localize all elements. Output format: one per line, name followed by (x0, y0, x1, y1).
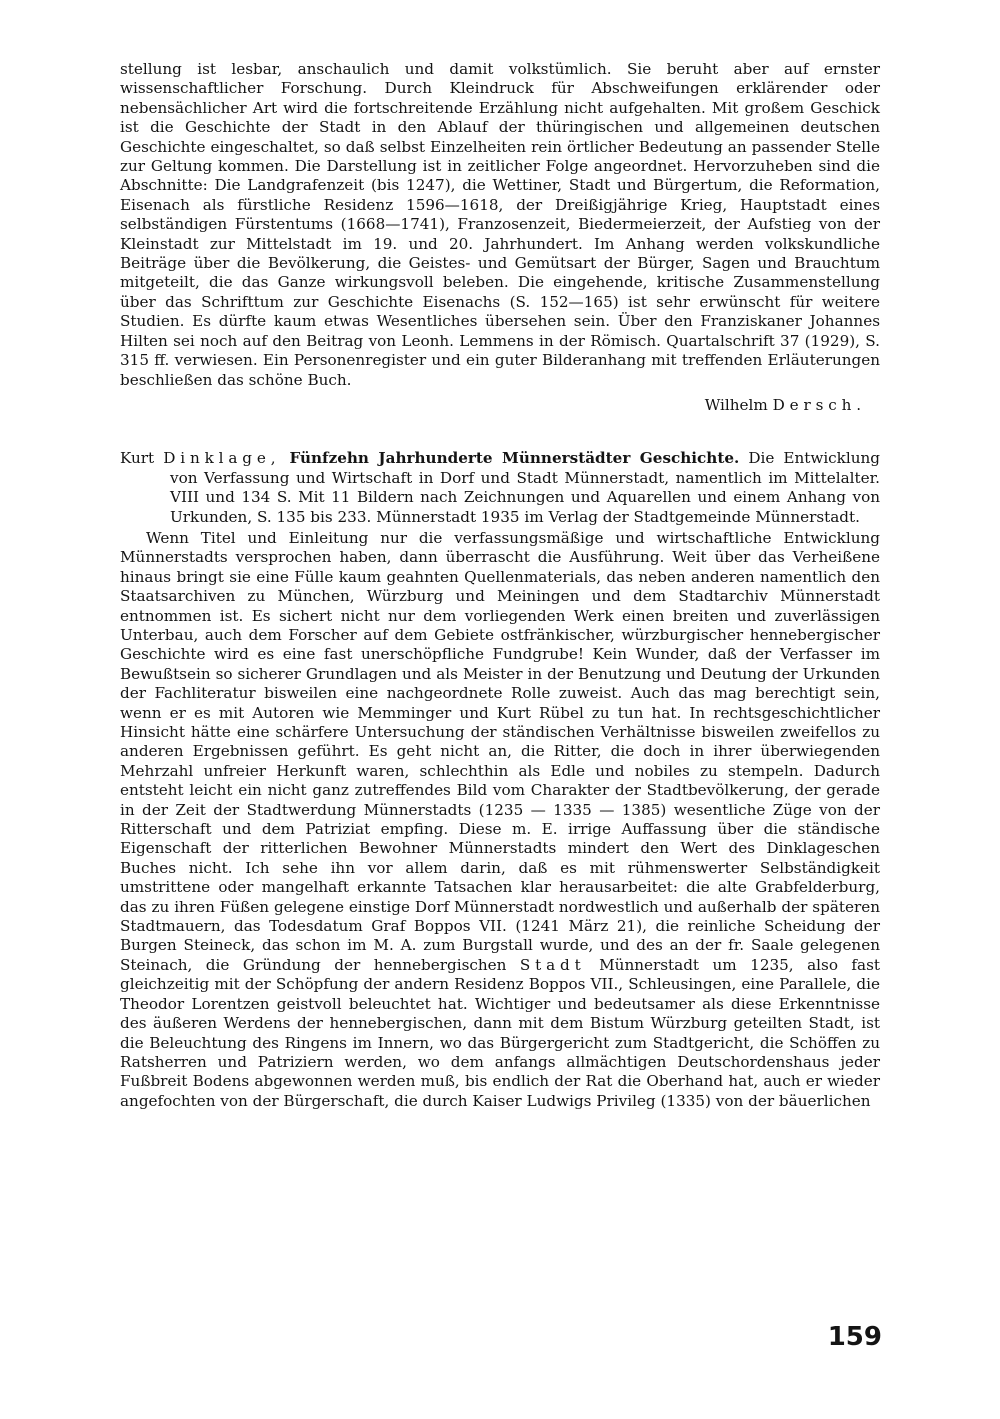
review-text-part-1: Wenn Titel und Einleitung nur die verfassungsmäßige und wirtschaftliche Entwicklung Münnerstadts versprochen haben, dann überrascht die Ausführung. Weit über das Verheißene hinaus bringt sie eine Fülle kaum geahnten Quellenmaterials, das neben anderen namentlich den Staatsarchiven zu München, Würzburg und Meiningen und dem Stadtarchiv Münnerstadt entnommen ist. Es sichert nicht nur dem vorliegenden Werk einen breiten und zuverlässigen Unterbau, auch dem Forscher auf dem Gebiete ostfränkischer, würzburgischer hennebergischer Geschichte wird es eine fast unerschöpfliche Fundgrube! Kein Wunder, daß der Verfasser im Bewußtsein so sicherer Grundlagen und als Meister in der Benutzung und Deutung der Urkunden der Fachliteratur bisweilen eine nachgeordnete Rolle zuweist. Auch das mag berechtigt sein, wenn er es mit Autoren wie Memminger und Kurt Rübel zu tun hat. In rechtsgeschichtlicher Hinsicht hätte eine schärfere Untersuchung der ständischen Verhältnisse bisweilen zweifellos zu anderen Ergebnissen geführt. Es geht nicht an, die Ritter, die doch in ihrer überwiegenden Mehrzahl unfreier Herkunft waren, schlechthin als Edle und nobiles zu stempeln. Dadurch entsteht leicht ein nicht ganz zutreffendes Bild vom Charakter der Stadtbevölkerung, der gerade in der Zeit der Stadtwerdung Münnerstadts (1235 — 1335 — 1385) wesentliche Züge von der Ritterschaft und dem Patriziat empfing. Diese m. E. irrige Auffassung über die ständische Eigenschaft der ritterlichen Bewohner Münnerstadts mindert den Wert des Dinklageschen Buches nicht. Ich sehe ihn vor allem darin, daß es mit rühmenswerter Selbständigkeit umstrittene oder mangelhaft erkannte Tatsachen klar herausarbeitet: die alte Grabfelderburg, das zu ihren Füßen gelegene einstige Dorf Münnerstadt nordwestlich und außerhalb der späteren Stadtmauern, das Todesdatum Graf Boppos VII. (1241 März 21), die reinliche Scheidung der Burgen Steineck, das schon im M. A. zum Burgstall wurde, und des an der fr. Saale gelegenen Steinach, die Gründung der hennebergischen (120, 528, 880, 974)
review-text-part-2: Münnerstadt um 1235, also fast gleichzeitig mit der Schöpfung der andern Residenz Boppos VII., Schleusingen, eine Parallele, die Theodor Lorentzen geistvoll beleuchtet hat. Wichtiger und bedeutsamer als diese Erkenntnisse des äußeren Werdens der hennebergischen, dann mit dem Bistum Würzburg geteilten Stadt, ist die Beleuchtung des Ringens im Innern, wo das Bürgergericht zum Stadtgericht, die Schöffen zu Ratsherren und Patriziern werden, wo dem anfangs allmächtigen Deutschordenshaus jeder Fußbreit Bodens abgewonnen werden muß, bis endlich der Rat die Oberhand hat, auch er wieder angefochten von der Bürgerschaft, die durch Kaiser Ludwigs Privileg (1335) von der bäuerlichen (120, 955, 881, 1110)
author-last-name: Dinklage, (163, 449, 281, 468)
previous-review-text: stellung ist lesbar, anschaulich und damit volkstümlich. Sie beruht aber auf ernster wissenschaftlicher Forschung. Durch Kleindruck für Abschweifungen erklärender oder nebensächlicher Art wird die fortschreitende Erzählung nicht aufgehalten. Mit großem Geschick ist die Geschichte der Stadt in den Ablauf der thüringischen und allgemeinen deutschen Geschichte eingeschaltet, so daß selbst Einzelheiten rein örtlicher Bedeutung an passender Stelle zur Geltung kommen. Die Darstellung ist in zeitlicher Folge angeordnet. Hervorzuheben sind die Abschnitte: Die Landgrafenzeit (bis 1247), die Wettiner, Stadt und Bürgertum, die Reformation, Eisenach als fürstliche Residenz 1596—1618, der Dreißigjährige Krieg, Hauptstadt eines selbständigen Fürstentums (1668—1741), Franzosenzeit, Biedermeierzeit, der Aufstieg von der Kleinstadt zur Mittelstadt im 19. und 20. Jahrhundert. Im Anhang werden volkskundliche Beiträge über die Bevölkerung, die Geistes- und Gemütsart der Bürger, Sagen und Brauchtum mitgeteilt, die das Ganze wirkungsvoll beleben. Die eingehende, kritische Zusammenstellung über das Schrifttum zur Geschichte Eisenachs (S. 152—165) ist sehr erwünscht für weitere Studien. Es dürfte kaum etwas Wesentliches übersehen sein. Über den Franziskaner Johannes Hilten sei noch auf den Beitrag von Leonh. Lemmens in der Römisch. Quartalschrift 37 (1929), S. 315 ff. verwiesen. Ein Personenregister und ein guter Bilderanhang mit treffenden Erläuterungen beschließen das schöne Buch. (120, 60, 880, 389)
review-signature (120, 396, 880, 415)
review-spaced-word: Stadt (519, 955, 586, 974)
signature-first-name: Wilhelm (704, 395, 768, 414)
book-review-entry (120, 449, 880, 1111)
page-body (120, 60, 880, 1111)
review-text (120, 529, 880, 1111)
signature-last-name: Dersch. (772, 395, 866, 414)
book-title: Fünfzehn Jahrhunderte Münnerstädter Geschichte. (289, 449, 740, 468)
book-details: Die Entwicklung von Verfassung und Wirtschaft in Dorf und Stadt Münnerstadt, namentlich im Mittelalter. VIII und 134 S. Mit 11 Bildern nach Zeichnungen und Aquarellen und einem Anhang von Urkunden, S. 135 bis 233. Münnerstadt 1935 im Verlag der Stadtgemeinde Münnerstadt. (170, 449, 881, 526)
review-paragraph (120, 529, 880, 1111)
previous-review (120, 60, 880, 390)
author-first-name: Kurt (120, 449, 155, 468)
bibliographic-citation (120, 449, 880, 527)
page-number: 159 (827, 1322, 882, 1352)
